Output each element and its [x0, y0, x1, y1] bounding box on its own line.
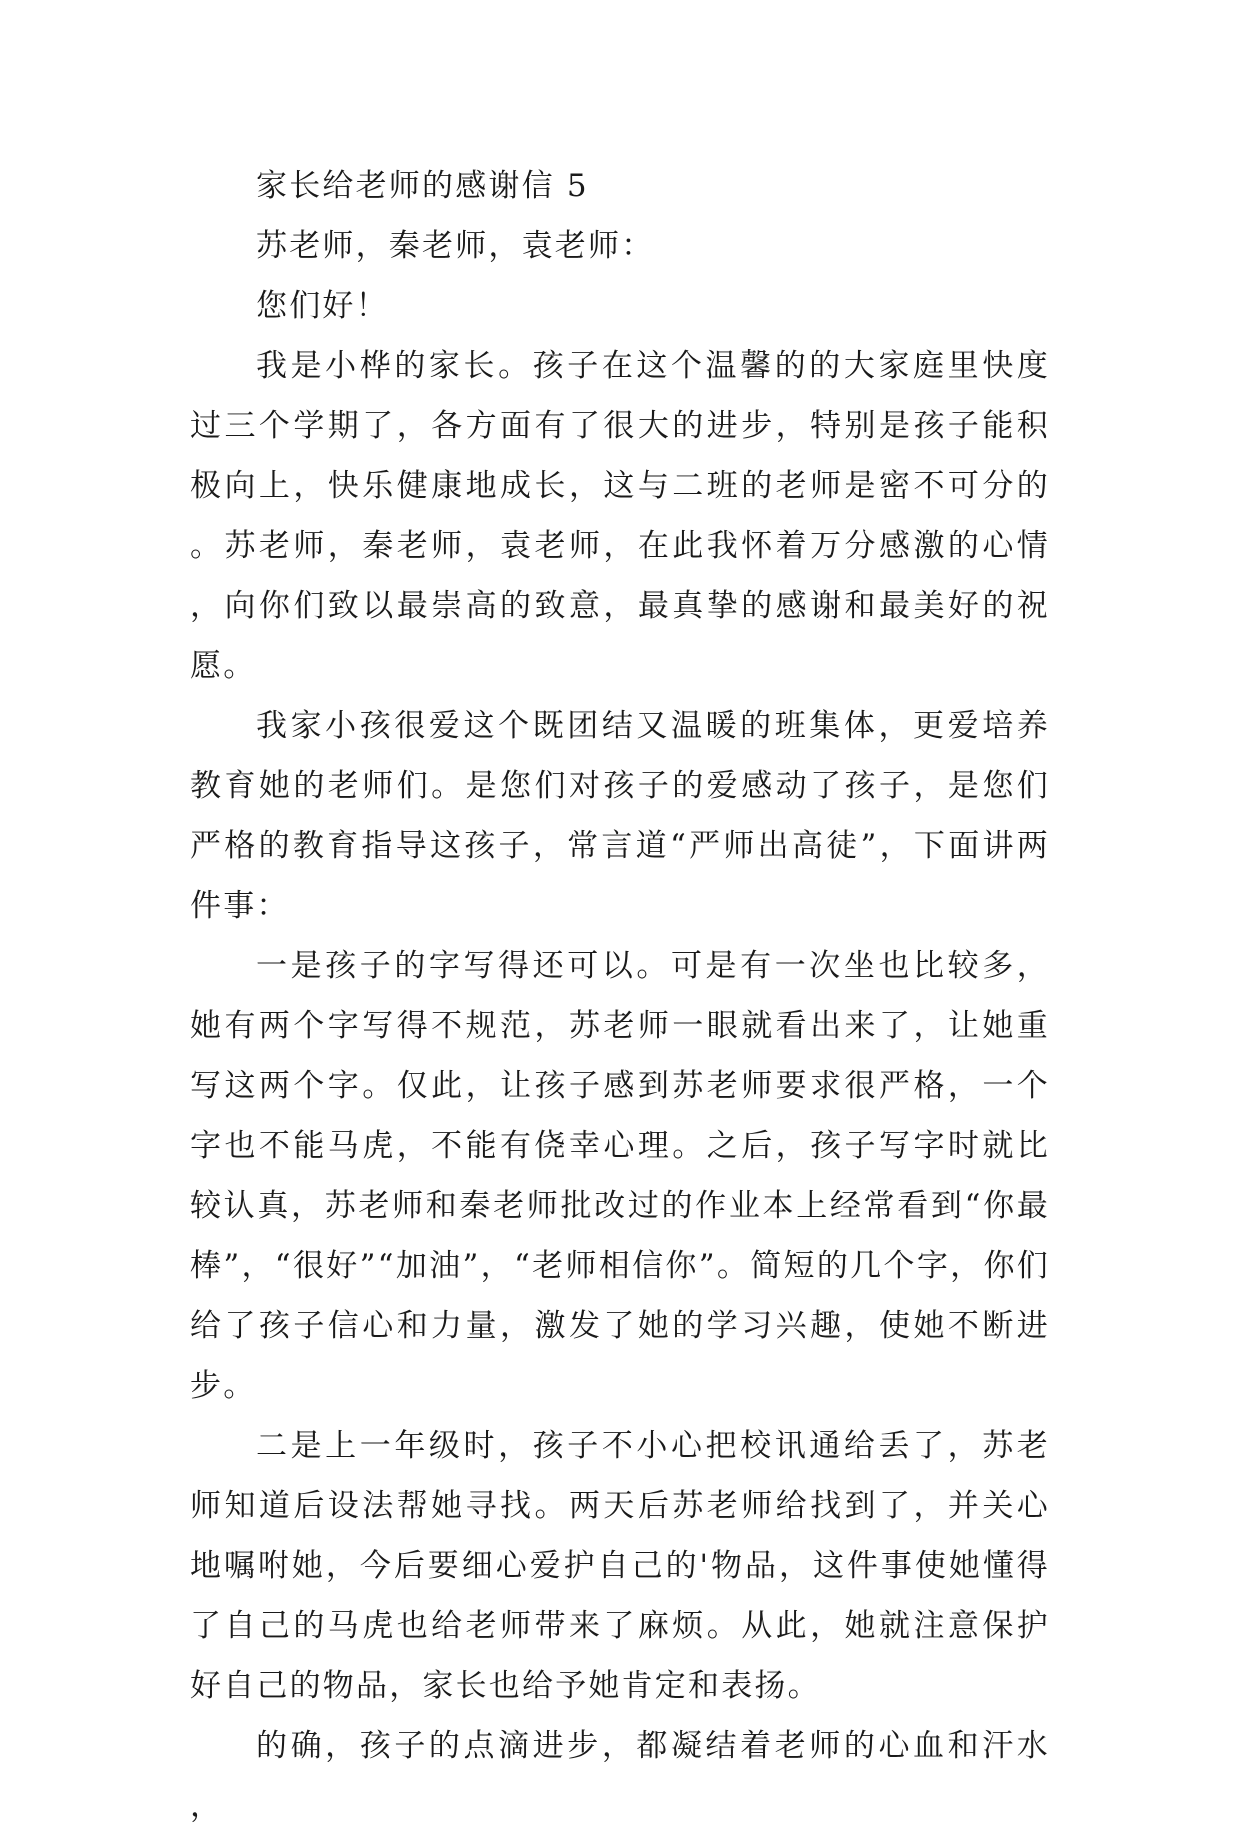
paragraph: 一是孩子的字写得还可以。可是有一次坐也比较多，她有两个字写得不规范，苏老师一眼就看出来了，让她重写这两个字。仅此，让孩子感到苏老师要求很严格，一个字也不能马虎，不能有侥幸心理。之后，孩子写字时就比较认真，苏老师和秦老师批改过的作业本上经常看到“你最棒”，“很好”“加油”，“老师相信你”。简短的几个字，你们给了孩子信心和力量，激发了她的学习兴趣，使她不断进步。	[190, 948, 1050, 1404]
letter-body	[190, 156, 1050, 1836]
paragraph: 我是小桦的家长。孩子在这个温馨的的大家庭里快度过三个学期了，各方面有了很大的进步，特别是孩子能积极向上，快乐健康地成长，这与二班的老师是密不可分的。苏老师，秦老师，袁老师，在此我怀着万分感激的心情，向你们致以最崇高的致意，最真挚的感谢和最美好的祝愿。	[190, 348, 1050, 684]
paragraph: 我家小孩很爱这个既团结又温暖的班集体，更爱培养教育她的老师们。是您们对孩子的爱感动了孩子，是您们严格的教育指导这孩子，常言道“严师出高徒”，下面讲两件事：	[190, 708, 1050, 924]
letter-salutation: 苏老师，秦老师，袁老师：	[256, 228, 655, 264]
paragraph: 的确，孩子的点滴进步，都凝结着老师的心血和汗水，	[190, 1728, 1050, 1824]
paragraph: 二是上一年级时，孩子不小心把校讯通给丢了，苏老师知道后设法帮她寻找。两天后苏老师给找到了，并关心地嘱咐她，今后要细心爱护自己的'物品，这件事使她懂得了自己的马虎也给老师带来了麻烦。从此，她就注意保护好自己的物品，家长也给予她肯定和表扬。	[190, 1428, 1050, 1704]
letter-greeting: 您们好！	[256, 288, 389, 324]
letter-title: 家长给老师的感谢信 5	[256, 168, 589, 204]
